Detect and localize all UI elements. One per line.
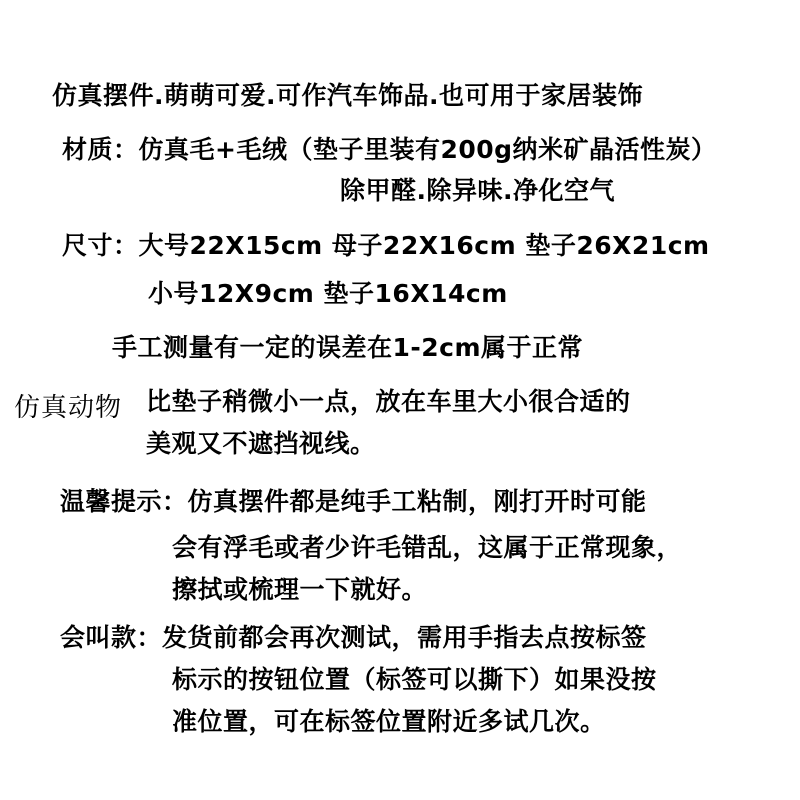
sound-model-line-2: 标示的按钮位置（标签可以撕下）如果没按 — [172, 665, 657, 694]
headline: 仿真摆件.萌萌可爱.可作汽车饰品.也可用于家居装饰 — [52, 81, 643, 110]
measurement-note: 手工测量有一定的误差在1-2cm属于正常 — [112, 333, 584, 362]
size-line-1: 尺寸：大号22X15cm 母子22X16cm 垫子26X21cm — [62, 231, 710, 260]
material-line-2: 除甲醛.除异味.净化空气 — [340, 176, 615, 205]
tips-line-3: 擦拭或梳理一下就好。 — [172, 575, 428, 604]
material-line-1: 材质：仿真毛+毛绒（垫子里装有200g纳米矿晶活性炭） — [62, 135, 717, 164]
sound-model-line-1: 会叫款：发货前都会再次测试，需用手指去点按标签 — [60, 623, 647, 652]
tips-line-1: 温馨提示：仿真摆件都是纯手工粘制，刚打开时可能 — [60, 487, 647, 516]
tips-line-2: 会有浮毛或者少许毛错乱，这属于正常现象， — [172, 533, 683, 562]
animal-note-line-1: 比垫子稍微小一点，放在车里大小很合适的 — [146, 387, 631, 416]
sound-model-line-3: 准位置，可在标签位置附近多试几次。 — [172, 707, 606, 736]
animal-tag: 仿真动物 — [14, 393, 123, 423]
size-line-2: 小号12X9cm 垫子16X14cm — [148, 279, 508, 308]
animal-note-line-2: 美观又不遮挡视线。 — [146, 429, 376, 458]
